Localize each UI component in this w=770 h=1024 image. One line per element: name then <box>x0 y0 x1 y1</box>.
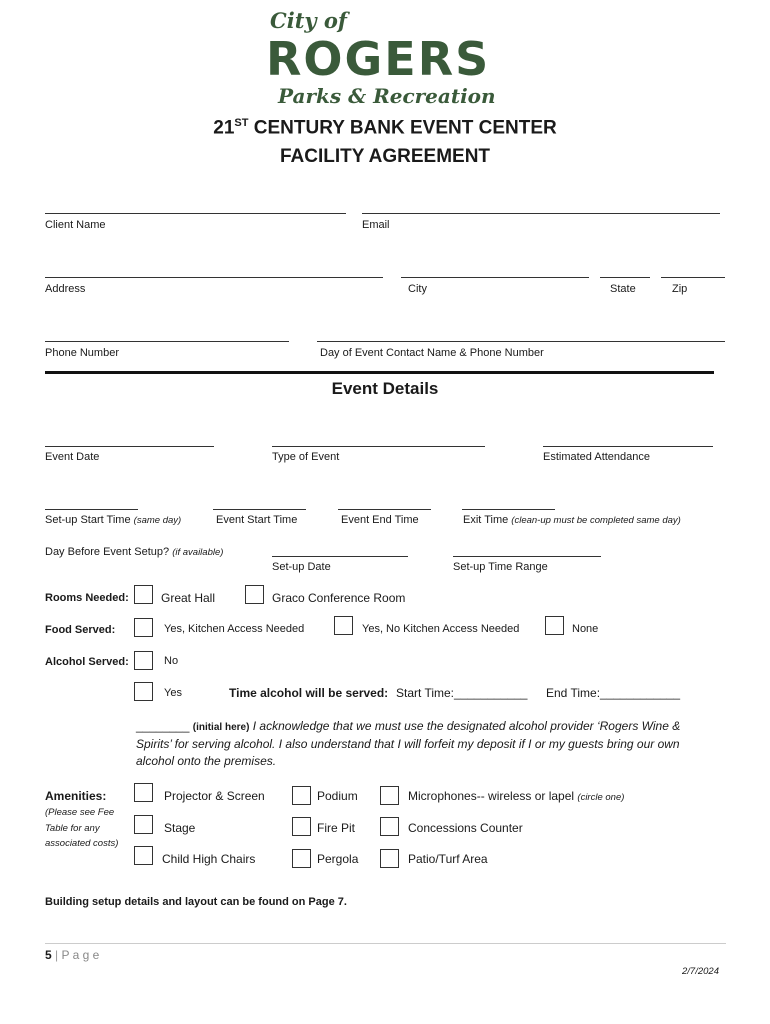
microphones-checkbox[interactable] <box>380 786 399 805</box>
client-name-line[interactable] <box>45 213 346 214</box>
section-divider <box>45 371 714 374</box>
alcohol-yes-option: Yes <box>164 687 182 699</box>
projector-checkbox[interactable] <box>134 783 153 802</box>
graco-room-option: Graco Conference Room <box>272 591 406 605</box>
great-hall-checkbox[interactable] <box>134 585 153 604</box>
stage-option: Stage <box>164 821 196 835</box>
event-start-label: Event Start Time <box>216 514 298 526</box>
footer-rule <box>45 943 726 944</box>
concessions-checkbox[interactable] <box>380 817 399 836</box>
zip-label: Zip <box>672 283 688 295</box>
event-type-label: Type of Event <box>272 451 340 463</box>
amenities-note-1: (Please see Fee <box>45 807 115 818</box>
event-end-line[interactable] <box>338 509 431 510</box>
great-hall-option: Great Hall <box>161 591 216 605</box>
logo-rogers: ROGERS <box>266 32 491 86</box>
event-details-heading: Event Details <box>331 379 439 398</box>
attendance-label: Estimated Attendance <box>543 451 651 463</box>
high-chairs-checkbox[interactable] <box>134 846 153 865</box>
city-line[interactable] <box>401 277 589 278</box>
amenities-label: Amenities: <box>45 789 107 803</box>
email-label: Email <box>362 219 390 231</box>
fire-pit-option: Fire Pit <box>317 821 356 835</box>
initial-blank[interactable]: ________ <box>136 719 190 733</box>
state-label: State <box>610 283 636 295</box>
alcohol-end-time[interactable]: End Time:____________ <box>546 686 681 700</box>
alcohol-acknowledgement-3: alcohol onto the premises. <box>136 754 277 768</box>
pergola-option: Pergola <box>317 852 359 866</box>
exit-time-label: Exit Time (clean-up must be completed same day) <box>463 514 681 526</box>
logo-city-of: City of <box>270 8 347 33</box>
food-kitchen-option: Yes, Kitchen Access Needed <box>164 623 305 635</box>
rooms-label: Rooms Needed: <box>45 592 129 604</box>
amenities-note-3: associated costs) <box>45 838 119 849</box>
exit-time-line[interactable] <box>462 509 555 510</box>
food-no-kitchen-checkbox[interactable] <box>334 616 353 635</box>
logo-parks-rec: Parks & Recreation <box>278 84 496 108</box>
concessions-option: Concessions Counter <box>408 821 523 835</box>
high-chairs-option: Child High Chairs <box>162 852 256 866</box>
event-date-line[interactable] <box>45 446 214 447</box>
page-subtitle: FACILITY AGREEMENT <box>279 146 491 167</box>
email-line[interactable] <box>362 213 720 214</box>
graco-room-checkbox[interactable] <box>245 585 264 604</box>
food-none-option: None <box>572 623 599 635</box>
alcohol-no-checkbox[interactable] <box>134 651 153 670</box>
day-before-label: Day Before Event Setup? (if available) <box>45 546 224 558</box>
setup-start-line[interactable] <box>45 509 138 510</box>
city-logo <box>262 8 502 108</box>
patio-checkbox[interactable] <box>380 849 399 868</box>
event-date-label: Event Date <box>45 451 100 463</box>
alcohol-label: Alcohol Served: <box>45 656 129 668</box>
podium-option: Podium <box>317 789 358 803</box>
revision-date: 2/7/2024 <box>682 966 719 977</box>
setup-start-label: Set-up Start Time (same day) <box>45 514 182 526</box>
alcohol-yes-checkbox[interactable] <box>134 682 153 701</box>
phone-line[interactable] <box>45 341 289 342</box>
alcohol-start-time[interactable]: Start Time:___________ <box>396 686 528 700</box>
food-none-checkbox[interactable] <box>545 616 564 635</box>
setup-range-line[interactable] <box>453 556 601 557</box>
podium-checkbox[interactable] <box>292 786 311 805</box>
setup-note: Building setup details and layout can be found on Page 7. <box>45 896 347 908</box>
projector-option: Projector & Screen <box>164 789 265 803</box>
setup-date-line[interactable] <box>272 556 408 557</box>
contact-line[interactable] <box>317 341 725 342</box>
zip-line[interactable] <box>661 277 725 278</box>
stage-checkbox[interactable] <box>134 815 153 834</box>
city-label: City <box>408 283 427 295</box>
page-title: 21ST CENTURY BANK EVENT CENTER <box>213 117 557 139</box>
attendance-line[interactable] <box>543 446 713 447</box>
alcohol-acknowledgement: ________ (initial here) I acknowledge that we must use the designated alcohol provider ‘Rogers Wine & <box>136 719 681 733</box>
contact-label: Day of Event Contact Name & Phone Number <box>320 347 544 359</box>
state-line[interactable] <box>600 277 650 278</box>
page-number: 5 | P a g e <box>45 948 100 962</box>
address-label: Address <box>45 283 86 295</box>
food-kitchen-checkbox[interactable] <box>134 618 153 637</box>
food-label: Food Served: <box>45 624 116 636</box>
address-line[interactable] <box>45 277 383 278</box>
event-end-label: Event End Time <box>341 514 419 526</box>
setup-range-label: Set-up Time Range <box>453 561 548 573</box>
pergola-checkbox[interactable] <box>292 849 311 868</box>
alcohol-acknowledgement-2: Spirits’ for serving alcohol. I also understand that I will forfeit my deposit if I or my guests bring our own <box>136 737 680 751</box>
food-no-kitchen-option: Yes, No Kitchen Access Needed <box>362 623 520 635</box>
fire-pit-checkbox[interactable] <box>292 817 311 836</box>
microphones-option: Microphones-- wireless or lapel (circle one) <box>408 789 625 803</box>
alcohol-no-option: No <box>164 655 179 667</box>
patio-option: Patio/Turf Area <box>408 852 488 866</box>
client-name-label: Client Name <box>45 219 106 231</box>
alcohol-time-label: Time alcohol will be served: <box>229 686 389 700</box>
amenities-note-2: Table for any <box>45 823 100 834</box>
event-start-line[interactable] <box>213 509 306 510</box>
phone-label: Phone Number <box>45 347 119 359</box>
event-type-line[interactable] <box>272 446 485 447</box>
setup-date-label: Set-up Date <box>272 561 331 573</box>
